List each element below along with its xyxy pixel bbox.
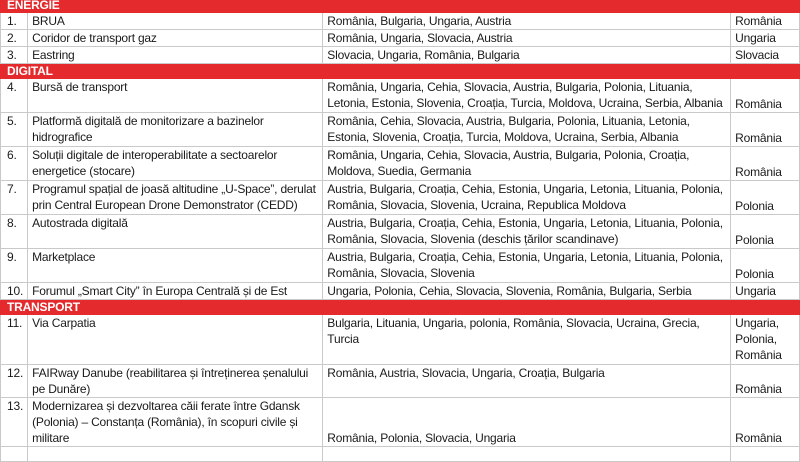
participant-countries: Slovacia, Ungaria, România, Bulgaria — [323, 47, 731, 64]
participant-countries: Austria, Bulgaria, Croația, Cehia, Estonia, Ungaria, Letonia, Lituania, Polonia, România, Slovacia, Slovenia, Ucraina, Republica Moldova — [323, 181, 731, 215]
participant-countries: Ungaria, Polonia, Cehia, Slovacia, Slovenia, România, Bulgaria, Serbia — [323, 283, 731, 300]
project-name: Forumul „Smart City” în Europa Centrală și de Est — [28, 283, 323, 300]
section-header-energie — [1, 0, 800, 13]
row-number: 4. — [1, 79, 28, 113]
project-name: BRUA — [28, 13, 323, 30]
participant-countries: Austria, Bulgaria, Croația, Cehia, Estonia, Ungaria, Letonia, Lituania, Polonia, România, Slovacia, Slovenia — [323, 249, 731, 283]
table-row — [1, 215, 800, 249]
participant-countries: România, Ungaria, Slovacia, Austria — [323, 30, 731, 47]
lead-country: România — [731, 113, 800, 147]
participant-countries: Austria, Bulgaria, Croația, Cehia, Estonia, Ungaria, Letonia, Lituania, Polonia, România, Slovacia, Slovenia (deschis țărilor scandinave) — [323, 215, 731, 249]
row-number: 11. — [1, 315, 28, 365]
row-number: 5. — [1, 113, 28, 147]
lead-country: Ungaria — [731, 30, 800, 47]
participant-countries: Bulgaria, Lituania, Ungaria, polonia, România, Slovacia, Ucraina, Grecia, Turcia — [323, 315, 731, 365]
table-row — [1, 47, 800, 64]
project-name: Programul spațial de joasă altitudine „U-Space”, derulat prin Central European Drone Demonstrator (CEDD) — [28, 181, 323, 215]
table-row — [1, 79, 800, 113]
table-row — [1, 113, 800, 147]
lead-country: Polonia — [731, 181, 800, 215]
row-number: 8. — [1, 215, 28, 249]
participant-countries: România, Austria, Slovacia, Ungaria, Croația, Bulgaria — [323, 365, 731, 398]
participant-countries: România, Polonia, Slovacia, Ungaria — [323, 398, 731, 447]
table-row — [1, 13, 800, 30]
lead-country: Ungaria, Polonia, România — [731, 315, 800, 365]
lead-country: România — [731, 13, 800, 30]
table-row — [1, 365, 800, 398]
row-number: 10. — [1, 283, 28, 300]
lead-country: România — [731, 365, 800, 398]
project-name: Via Carpatia — [28, 315, 323, 365]
row-number: 13. — [1, 398, 28, 447]
lead-country: Polonia — [731, 215, 800, 249]
table-row — [1, 398, 800, 447]
lead-country: Polonia — [731, 249, 800, 283]
row-number: 6. — [1, 147, 28, 181]
table-row — [1, 30, 800, 47]
project-name: Soluții digitale de interoperabilitate a sectoarelor energetice (stocare) — [28, 147, 323, 181]
section-title: DIGITAL — [1, 64, 800, 79]
table-row — [1, 249, 800, 283]
project-name: Platformă digitală de monitorizare a bazinelor hidrografice — [28, 113, 323, 147]
participant-countries: România, Ungaria, Cehia, Slovacia, Austria, Bulgaria, Polonia, Croația, Moldova, Suedia, Germania — [323, 147, 731, 181]
row-number: 2. — [1, 30, 28, 47]
table-row — [1, 181, 800, 215]
participant-countries: România, Cehia, Slovacia, Austria, Bulgaria, Polonia, Lituania, Letonia, Estonia, Slovenia, Croația, Turcia, Moldova, Ucraina, Serbia, Albania — [323, 113, 731, 147]
participant-countries: România, Ungaria, Cehia, Slovacia, Austria, Bulgaria, Polonia, Lituania, Letonia, Estonia, Slovenia, Croația, Turcia, Moldova, Ucraina, Serbia, Albania — [323, 79, 731, 113]
row-number: 1. — [1, 13, 28, 30]
project-name: Coridor de transport gaz — [28, 30, 323, 47]
table-row-cutoff — [1, 447, 800, 462]
participant-countries: România, Bulgaria, Ungaria, Austria — [323, 13, 731, 30]
project-name: FAIRway Danube (reabilitarea și întreținerea șenalului pe Dunăre) — [28, 365, 323, 398]
section-header-transport — [1, 300, 800, 315]
project-name: Bursă de transport — [28, 79, 323, 113]
section-header-digital — [1, 64, 800, 79]
lead-country: România — [731, 147, 800, 181]
row-number: 7. — [1, 181, 28, 215]
project-name: Eastring — [28, 47, 323, 64]
row-number: 12. — [1, 365, 28, 398]
lead-country: Ungaria — [731, 283, 800, 300]
lead-country: Slovacia — [731, 47, 800, 64]
project-name: Autostrada digitală — [28, 215, 323, 249]
table-row — [1, 283, 800, 300]
project-name: Marketplace — [28, 249, 323, 283]
row-number: 3. — [1, 47, 28, 64]
table-row — [1, 315, 800, 365]
project-name: Modernizarea și dezvoltarea căii ferate între Gdansk (Polonia) – Constanța (România), în scopuri civile și militare — [28, 398, 323, 447]
section-title: TRANSPORT — [1, 300, 800, 315]
lead-country: România — [731, 398, 800, 447]
lead-country: România — [731, 79, 800, 113]
section-title: ENERGIE — [1, 0, 800, 13]
row-number: 9. — [1, 249, 28, 283]
table-row — [1, 147, 800, 181]
